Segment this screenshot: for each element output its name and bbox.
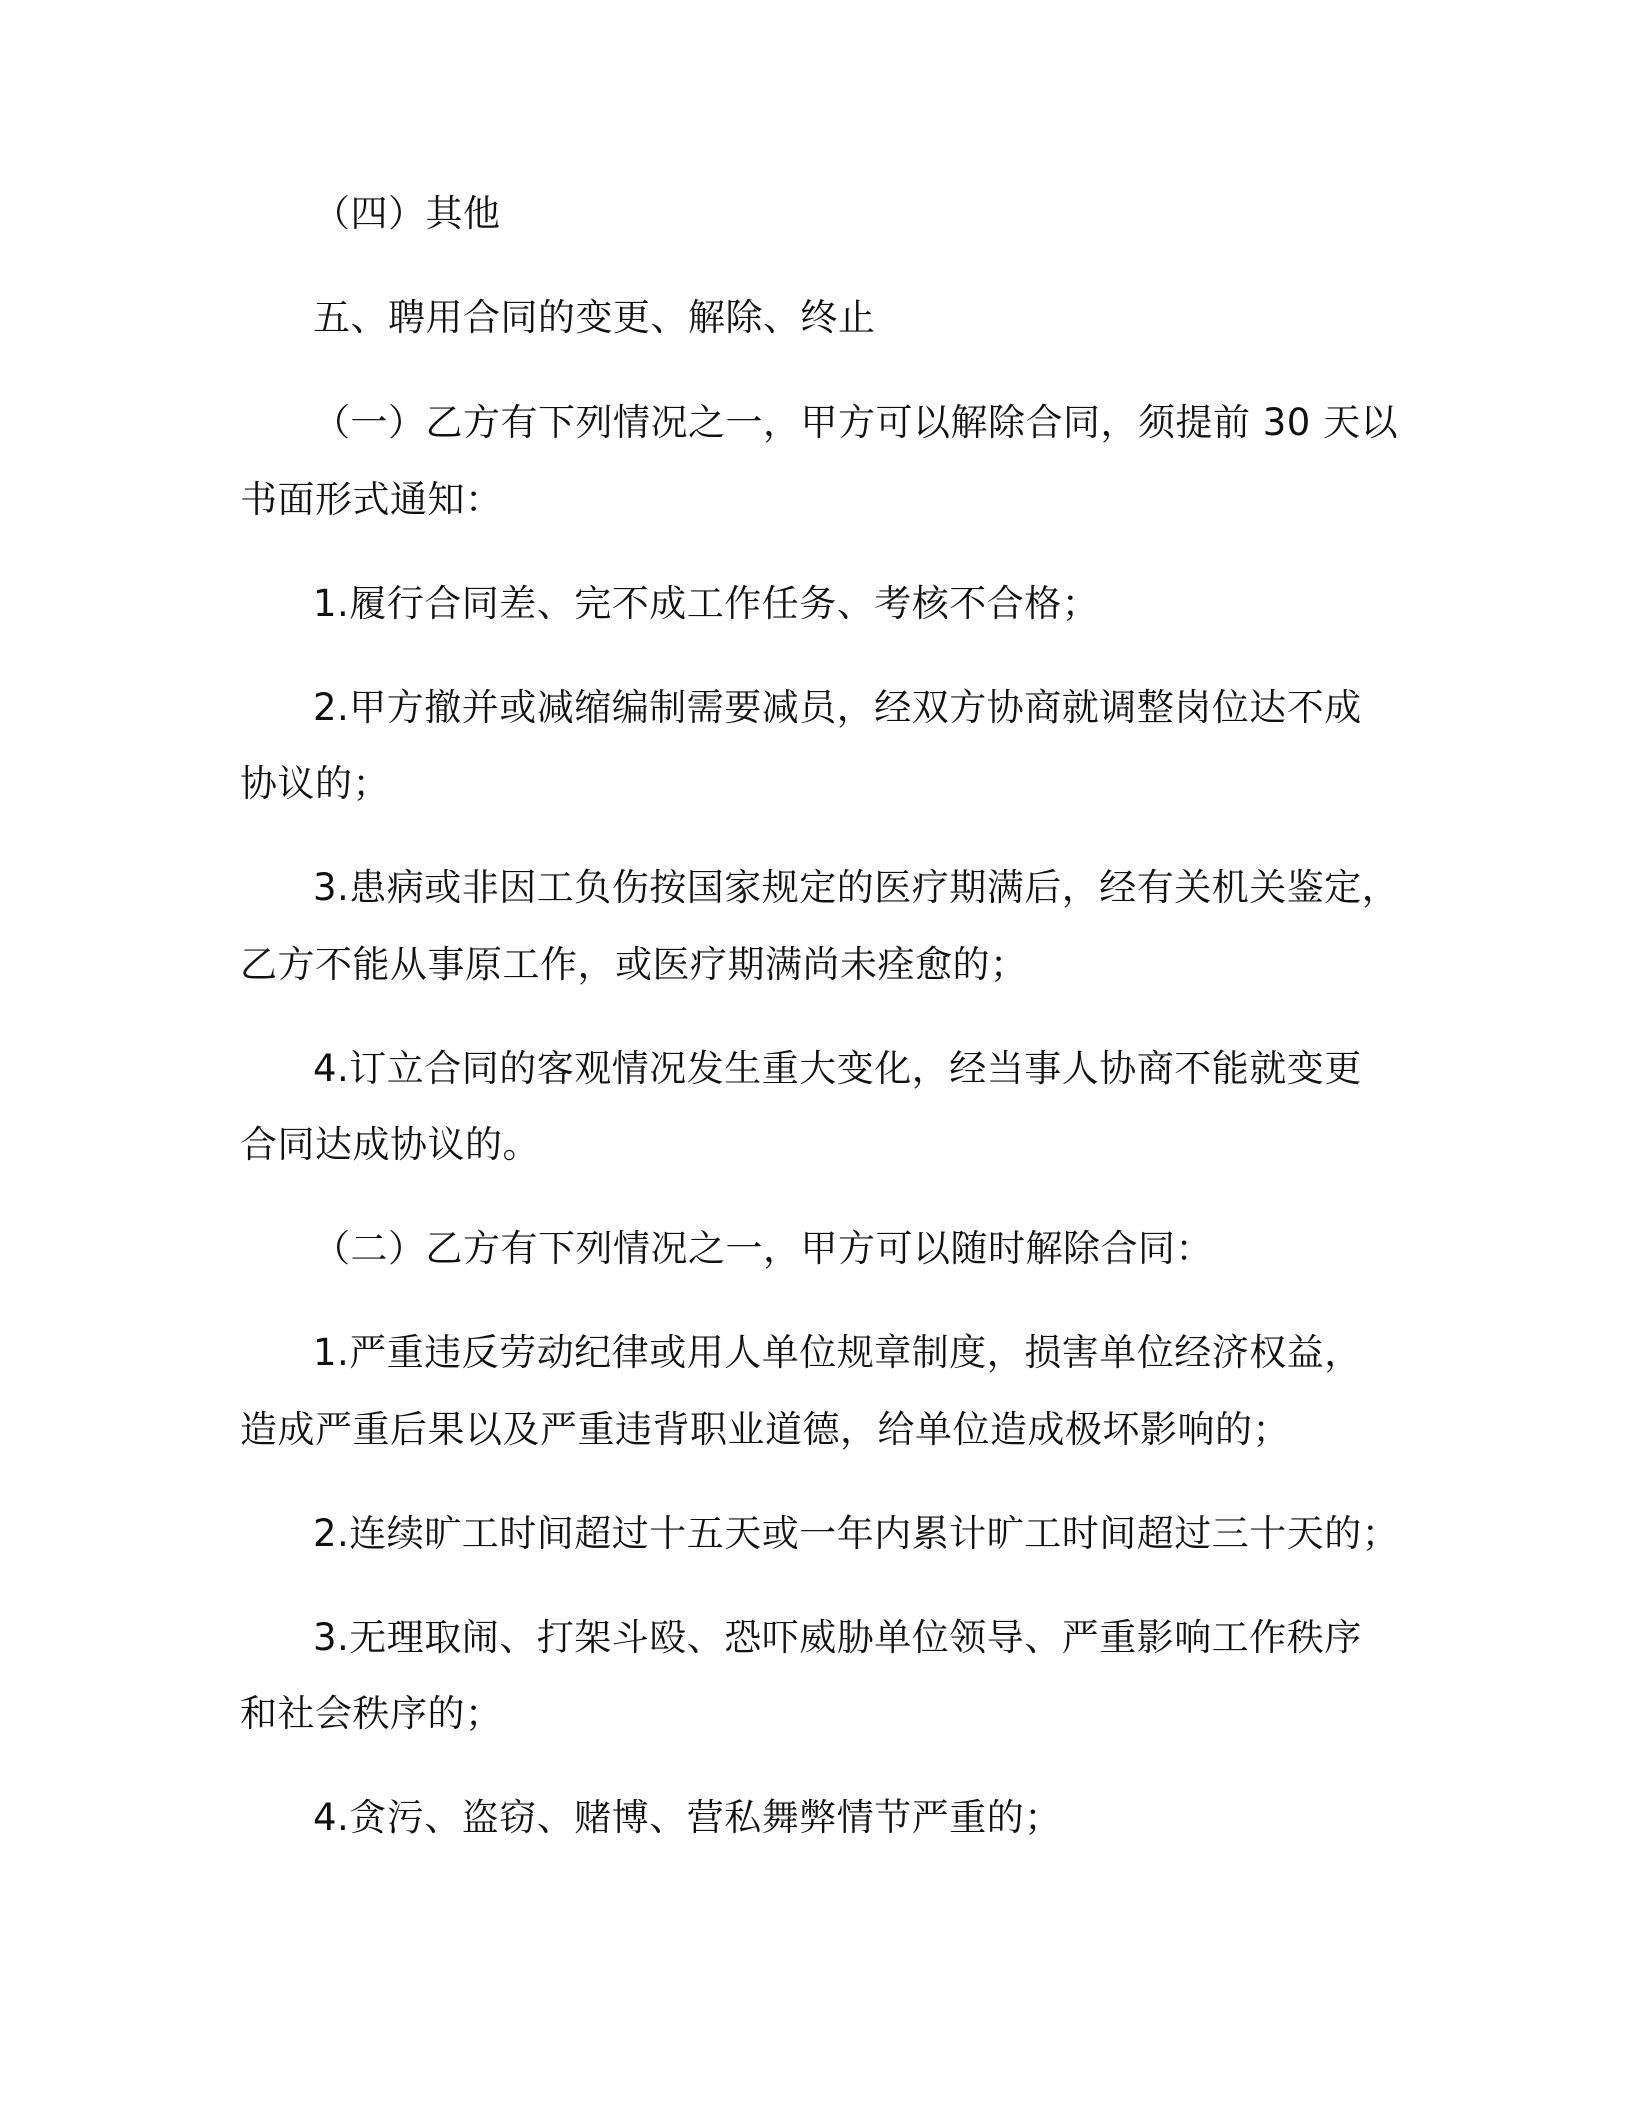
paragraph-line: 书面形式通知：: [240, 478, 503, 521]
list-item: 1.履行合同差、完不成工作任务、考核不合格；: [313, 582, 1100, 625]
list-item: 4.订立合同的客观情况发生重大变化，经当事人协商不能就变更: [313, 1047, 1362, 1090]
list-item-continuation: 和社会秩序的；: [240, 1692, 503, 1735]
subsection-heading-2: （二）乙方有下列情况之一，甲方可以随时解除合同：: [313, 1227, 1213, 1270]
section-heading-other: （四）其他: [313, 192, 501, 235]
list-item: 3.患病或非因工负伤按国家规定的医疗期满后，经有关机关鉴定，: [313, 866, 1400, 909]
list-item-continuation: 乙方不能从事原工作，或医疗期满尚未痊愈的；: [240, 943, 1028, 986]
list-item-continuation: 造成严重后果以及严重违背职业道德，给单位造成极坏影响的；: [240, 1408, 1290, 1451]
list-item: 2.连续旷工时间超过十五天或一年内累计旷工时间超过三十天的；: [313, 1512, 1400, 1555]
list-item: 3.无理取闹、打架斗殴、恐吓威胁单位领导、严重影响工作秩序: [313, 1616, 1362, 1659]
list-item-continuation: 合同达成协议的。: [240, 1123, 540, 1166]
section-heading-contract-change: 五、聘用合同的变更、解除、终止: [313, 296, 876, 339]
list-item: 2.甲方撤并或减缩编制需要减员，经双方协商就调整岗位达不成: [313, 686, 1362, 729]
list-item-continuation: 协议的；: [240, 762, 390, 805]
list-item: 1.严重违反劳动纪律或用人单位规章制度，损害单位经济权益，: [313, 1331, 1362, 1374]
subsection-heading-1: （一）乙方有下列情况之一，甲方可以解除合同，须提前 30 天以: [313, 401, 1399, 444]
list-item: 4.贪污、盗窃、赌博、营私舞弊情节严重的；: [313, 1796, 1062, 1839]
